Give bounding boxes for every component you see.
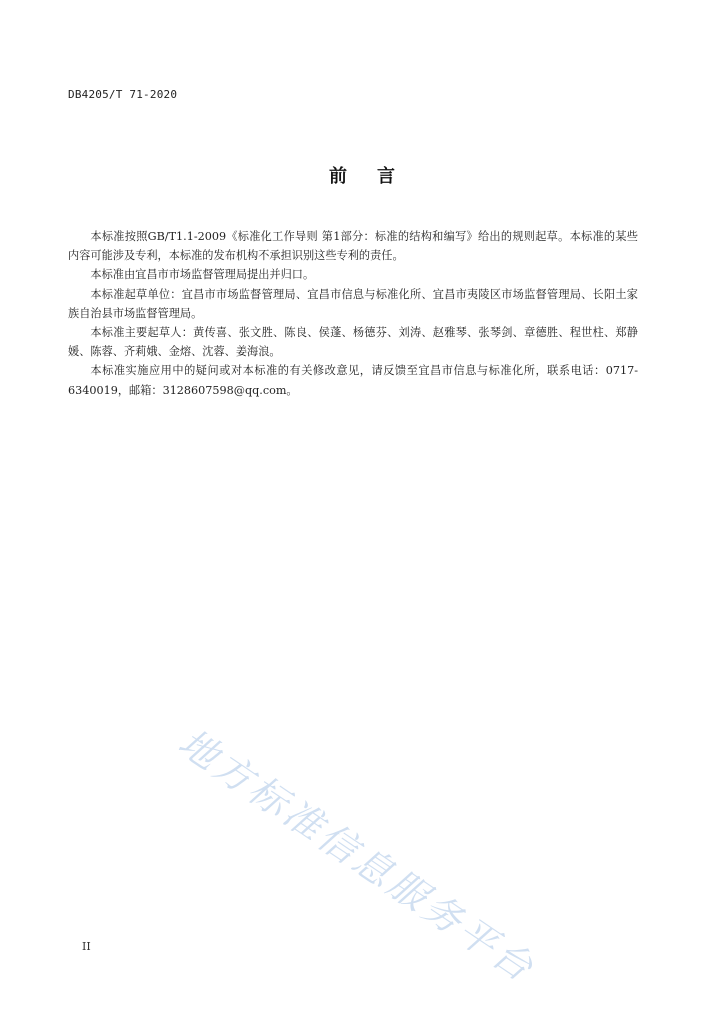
page-number: II	[82, 940, 91, 953]
watermark-text: 地方标准信息服务平台	[170, 720, 544, 992]
paragraph-drafting-rules: 本标准按照GB/T1.1-2009《标准化工作导则 第1部分：标准的结构和编写》给出的规则起草。本标准的某些内容可能涉及专利，本标准的发布机构不承担识别这些专利的责任。	[68, 230, 638, 263]
standard-code: DB4205/T 71-2020	[68, 88, 178, 101]
paragraph-drafters: 本标准主要起草人：黄传喜、张文胜、陈良、侯蓬、杨德芬、刘涛、赵雅琴、张琴剑、章德胜、程世柱、郑静媛、陈蓉、齐莉娥、金熔、沈蓉、姜海浪。	[68, 326, 638, 359]
paragraph-drafting-units: 本标准起草单位：宜昌市市场监督管理局、宜昌市信息与标准化所、宜昌市夷陵区市场监督管理局、长阳土家族自治县市场监督管理局。	[68, 287, 638, 320]
page-title: 前言	[329, 166, 425, 187]
paragraph-proposer: 本标准由宜昌市市场监督管理局提出并归口。	[90, 268, 315, 282]
paragraph-feedback-contact: 本标准实施应用中的疑问或对本标准的有关修改意见，请反馈至宜昌市信息与标准化所，联系电话：0717-6340019，邮箱：3128607598@qq.com。	[68, 364, 638, 397]
preface-body	[68, 227, 638, 400]
